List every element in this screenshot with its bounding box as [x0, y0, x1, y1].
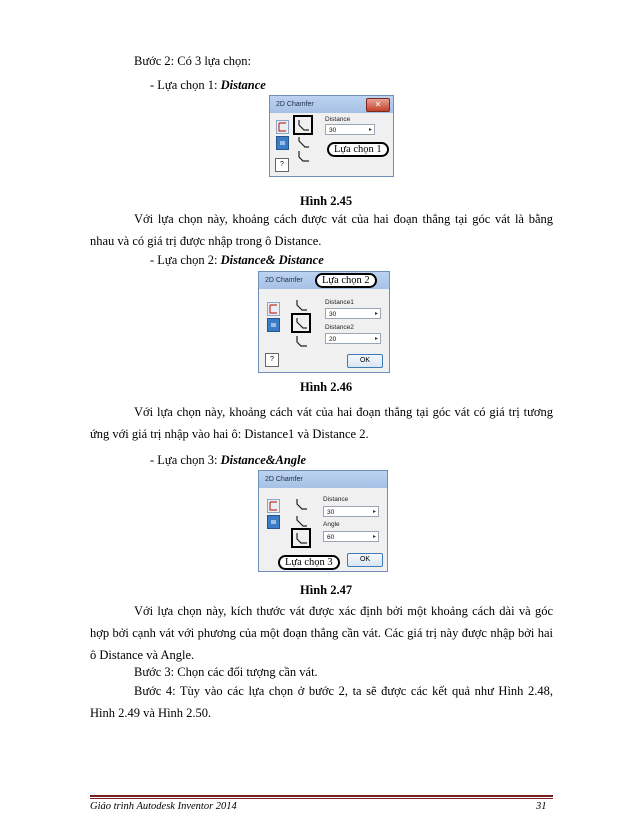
ok-button[interactable]: OK [347, 553, 383, 567]
distance-value: 30 [329, 127, 337, 134]
dialog-title: 2D Chamfer [265, 277, 303, 284]
option3-line [150, 452, 306, 468]
paragraph-4: Bước 4: Tùy vào các lựa chọn ở bước 2, ta sẽ được các kết quả như Hình 2.48, Hình 2.49 và Hình 2.50. [90, 684, 553, 720]
distance-input[interactable] [323, 506, 379, 517]
figure-caption-2-46: Hình 2.46 [300, 380, 353, 394]
distance1-input[interactable] [325, 308, 381, 319]
arrow-icon[interactable]: ▸ [372, 509, 376, 515]
footer-title: Giáo trình Autodesk Inventor 2014 [90, 801, 237, 812]
paragraph-3: Với lựa chọn này, kích thước vát được xác định bởi một khoảng cách dài và góc hợp bởi cạnh vát với phương của một đoạn thẳng cần vát. Các giá trị này được nhập bởi hai ô Distance và Angle. [90, 604, 553, 662]
arrow-icon[interactable]: ▸ [368, 127, 372, 133]
preview-toggle-icon[interactable] [267, 302, 280, 316]
callout-option1: Lựa chọn 1 [327, 142, 389, 157]
paragraph-2: Với lựa chọn này, khoảng cách vát của hai đoạn thẳng tại góc vát có giá trị tương ứng với giá trị nhập vào hai ô: Distance1 và Distance 2. [90, 405, 553, 441]
distance-input[interactable] [325, 124, 375, 135]
distance-mode-icon[interactable] [294, 298, 308, 312]
equal-distance-icon[interactable] [267, 515, 280, 529]
ok-button[interactable]: OK [347, 354, 383, 368]
angle-input[interactable] [323, 531, 379, 542]
preview-toggle-icon[interactable] [267, 499, 280, 513]
distance-mode-icon[interactable] [296, 118, 310, 132]
footer-rule-thin [90, 798, 553, 799]
distance-angle-mode-icon[interactable] [294, 531, 308, 545]
distance1-label: Distance1 [325, 299, 354, 306]
option3-prefix: - Lựa chọn 3: [150, 453, 221, 467]
distance-mode-icon[interactable] [294, 497, 308, 511]
dialog-title: 2D Chamfer [265, 476, 303, 483]
callout-option3: Lựa chọn 3 [278, 555, 340, 570]
dialog-title-bar [259, 471, 387, 488]
option2-name: Distance& Distance [220, 253, 324, 267]
step2-text: Bước 2: Có 3 lựa chọn: [134, 54, 252, 68]
figure-caption-2-47: Hình 2.47 [300, 583, 353, 597]
option1-prefix: - Lựa chọn 1: [150, 78, 221, 92]
distance1-value: 30 [329, 311, 337, 318]
distance-value: 30 [327, 509, 335, 516]
arrow-icon[interactable]: ▸ [374, 336, 378, 342]
option1-line [150, 77, 266, 93]
paragraph-1: Với lựa chọn này, khoảng cách được vát của hai đoạn thẳng tại góc vát là bằng nhau và có giá trị được nhập trong ô Distance. [90, 212, 553, 248]
step3-text: Bước 3: Chọn các đối tượng cần vát. [134, 665, 318, 679]
footer-rule [90, 795, 553, 797]
equal-distance-icon[interactable] [276, 136, 289, 150]
arrow-icon[interactable]: ▸ [372, 534, 376, 540]
figure-caption-2-45: Hình 2.45 [300, 194, 353, 208]
distance-angle-mode-icon[interactable] [294, 334, 308, 348]
distance-label: Distance [325, 116, 351, 123]
distance-label: Distance [323, 496, 349, 503]
angle-label: Angle [323, 521, 340, 528]
option1-name: Distance [220, 78, 266, 92]
distance-angle-mode-icon[interactable] [296, 149, 310, 163]
distance-distance-mode-icon[interactable] [296, 135, 310, 149]
option2-line [150, 252, 324, 268]
help-icon[interactable]: ? [275, 158, 289, 172]
page-number: 31 [536, 801, 547, 812]
callout-option2: Lựa chọn 2 [315, 273, 377, 288]
option2-prefix: - Lựa chọn 2: [150, 253, 221, 267]
angle-value: 60 [327, 534, 335, 541]
distance-distance-mode-icon[interactable] [294, 316, 308, 330]
option3-name: Distance&Angle [220, 453, 307, 467]
equal-distance-icon[interactable] [267, 318, 280, 332]
dialog-title-bar [270, 96, 393, 113]
preview-toggle-icon[interactable] [276, 120, 289, 134]
distance-distance-mode-icon[interactable] [294, 514, 308, 528]
close-button[interactable]: ✕ [366, 98, 390, 112]
dialog-title: 2D Chamfer [276, 101, 314, 108]
arrow-icon[interactable]: ▸ [374, 311, 378, 317]
distance2-value: 20 [329, 336, 337, 343]
distance2-input[interactable] [325, 333, 381, 344]
distance2-label: Distance2 [325, 324, 354, 331]
chamfer-dialog-1 [269, 95, 394, 177]
help-icon[interactable]: ? [265, 353, 279, 367]
